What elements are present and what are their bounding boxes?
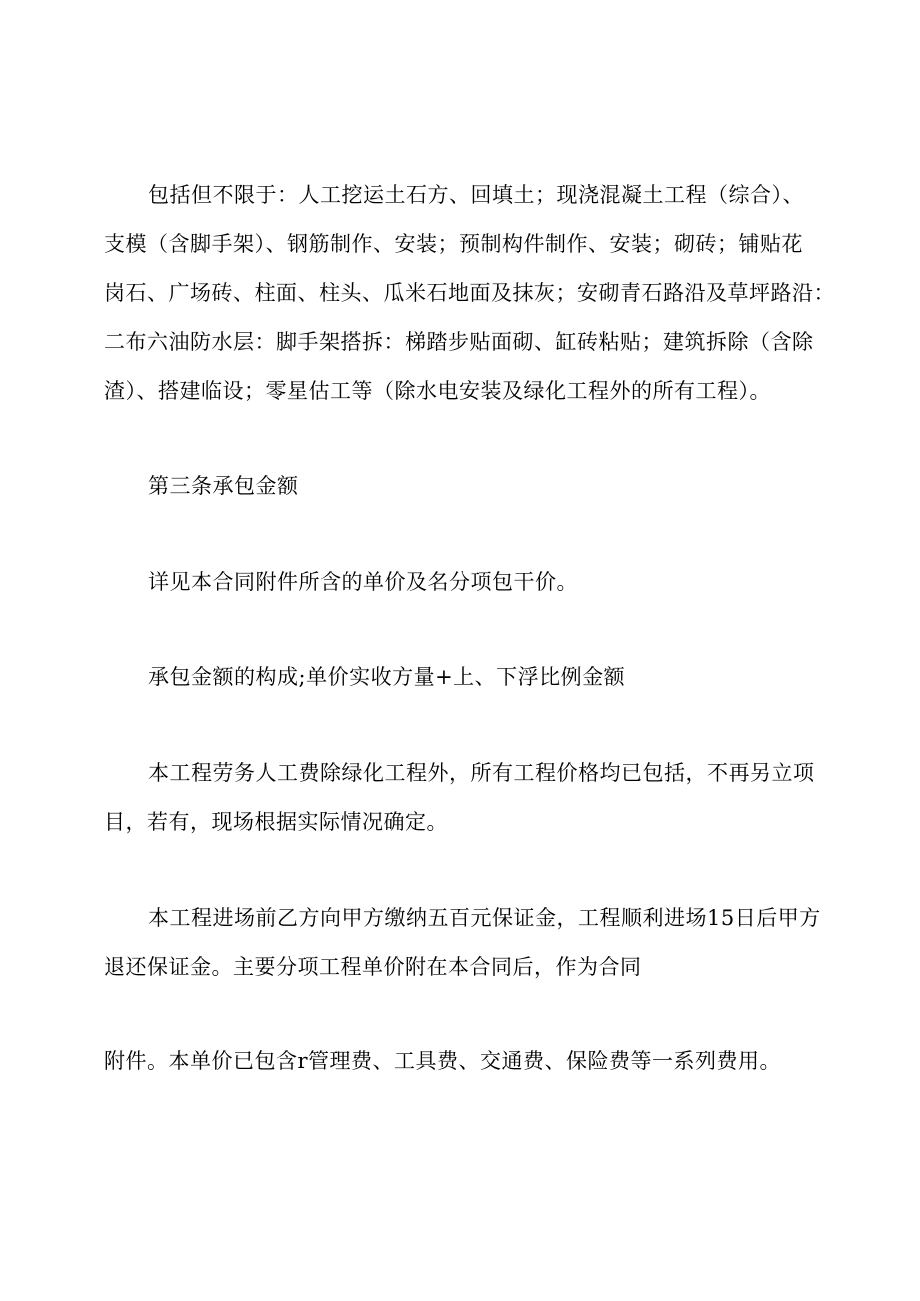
attachment-paragraph: 附件。本单价已包含r管理费、工具费、交通费、保险费等一系列费用。	[104, 1049, 782, 1073]
labor-cost-line: 本工程劳务人工费除绿化工程外，所有工程价格均已包括，不再另立项	[148, 761, 815, 785]
article-heading: 第三条承包金额	[148, 474, 299, 498]
deposit-paragraph	[104, 894, 824, 992]
labor-cost-paragraph	[104, 749, 824, 847]
price-detail-paragraph: 详见本合同附件所含的单价及名分项包干价。	[148, 570, 578, 594]
scope-line: 支模（含脚手架）、钢筋制作、安装；预制构件制作、安装；砌砖；铺贴花	[104, 232, 803, 256]
deposit-line: 退还保证金。主要分项工程单价附在本合同后，作为合同	[104, 955, 642, 979]
scope-paragraph	[104, 171, 835, 416]
amount-composition-paragraph: 承包金额的构成;单价实收方量+上、下浮比例金额	[148, 665, 626, 689]
scope-line: 岗石、广场砖、柱面、柱头、瓜米石地面及抹灰；安砌青石路沿及草坪路沿：	[104, 281, 835, 305]
scope-line: 包括但不限于：人工挖运土石方、回填土；现浇混凝土工程（综合）、	[148, 183, 804, 207]
deposit-line: 本工程进场前乙方向甲方缴纳五百元保证金，工程顺利进场15日后甲方	[148, 906, 821, 930]
scope-line: 渣）、搭建临设；零星估工等（除水电安装及绿化工程外的所有工程）。	[104, 379, 771, 403]
labor-cost-line: 目，若有，现场根据实际情况确定。	[104, 810, 448, 834]
scope-line: 二布六油防水层：脚手架搭拆：梯踏步贴面砌、缸砖粘贴；建筑拆除（含除	[104, 330, 814, 354]
